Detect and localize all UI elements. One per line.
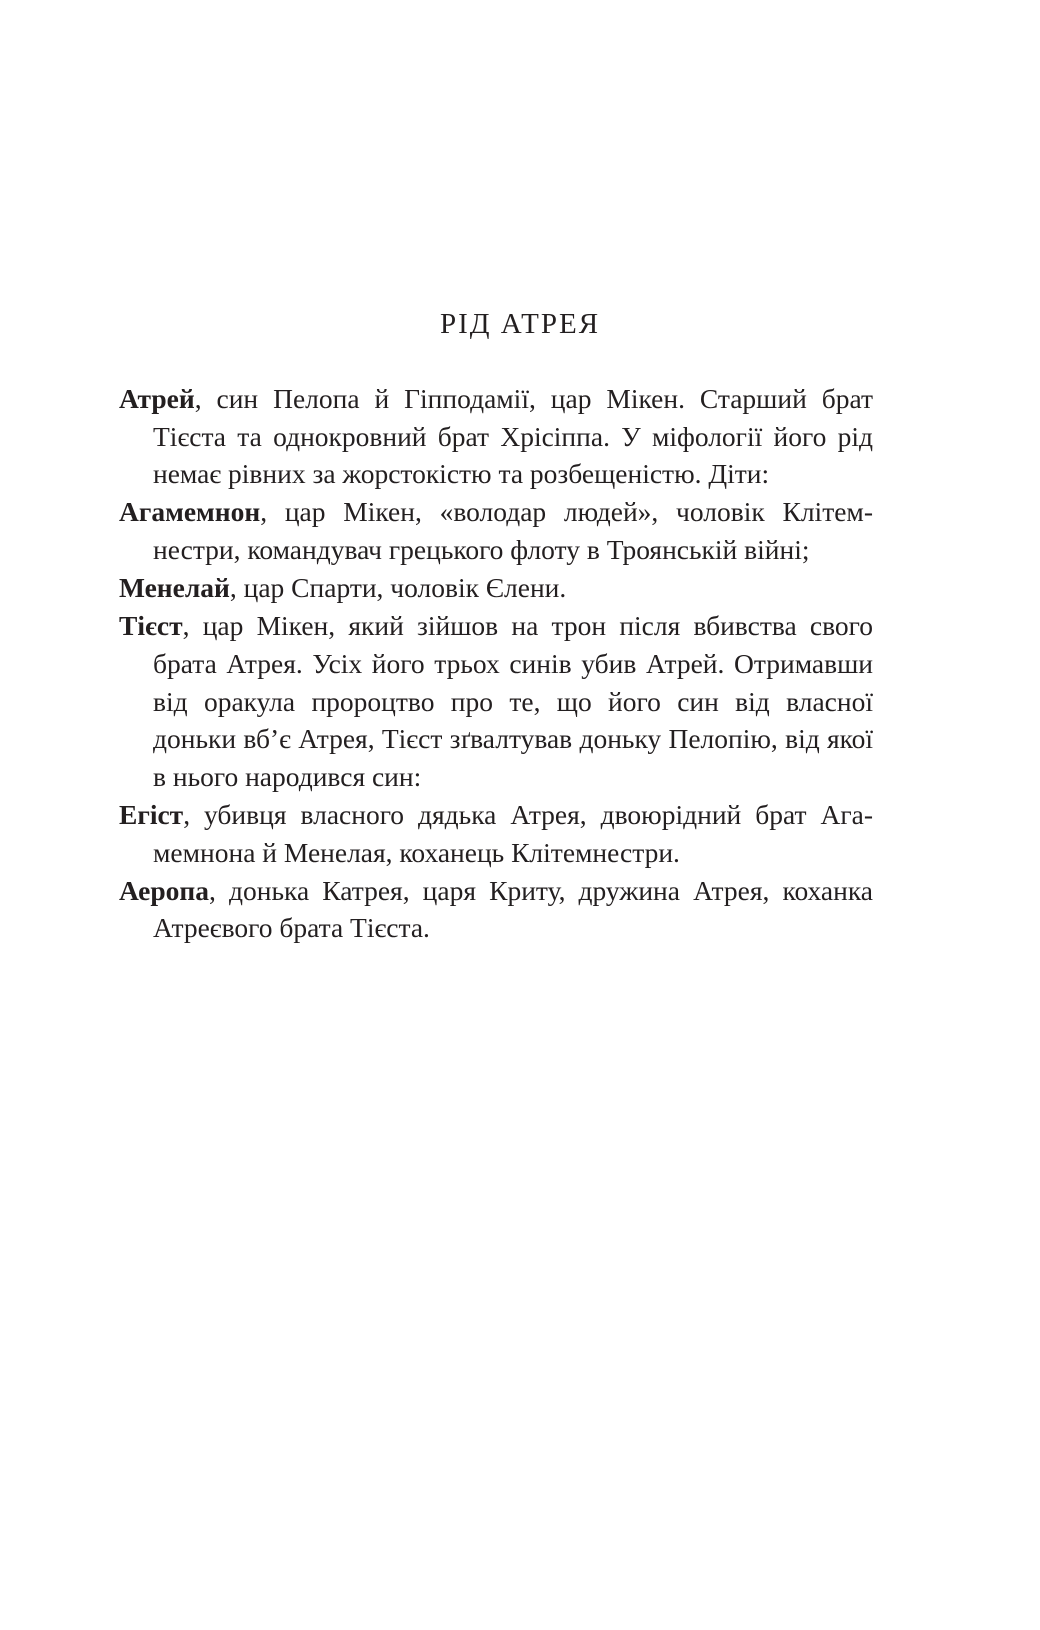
entry-agamemnon <box>119 493 873 568</box>
entry-thyestes <box>119 607 873 795</box>
entry-text: , цар Мікен, «володар людей», чоловік Клітемнестри, командувач грецького флоту в Троянській війні; <box>153 496 873 565</box>
entry-atreus <box>119 380 873 493</box>
entry-text: , донька Катрея, царя Криту, дружина Атрея, коханка Атреєвого брата Тієста. <box>153 874 873 944</box>
entry-name: Атрей <box>119 383 195 414</box>
entry-name: Менелай <box>119 572 230 604</box>
entry-text: , цар Мікен, який зійшов на трон після вбивства свого брата Атрея. Усіх його трьох синів убив Атрей. Отримавши від оракула пророцтво про те, що його син від власної доньки вб’є Атрея, Тієст зґвалтував доньку Пелопію, від якої в нього народився син: <box>153 610 873 792</box>
entry-name: Тієст <box>119 610 183 642</box>
entry-text: , убивця власного дядька Атрея, двоюрідний брат Агамемнона й Менелая, коханець Клітемнестри. <box>153 798 873 868</box>
entry-aerope <box>119 872 873 947</box>
entry-list <box>119 380 873 947</box>
entry-name: Агамемнон <box>119 496 261 528</box>
entry-aegisthus <box>119 796 873 871</box>
entry-text: , син Пелопа й Гіпподамії, цар Мікен. Старший брат Тієста та однокровний брат Хрісіппа. У міфології його рід немає рівних за жорстокістю та розбещеністю. Діти: <box>153 383 873 490</box>
entry-name: Егіст <box>119 798 184 830</box>
entry-name: Аеропа <box>119 874 210 906</box>
entry-text: , цар Спарти, чоловік Єлени. <box>229 572 567 604</box>
entry-menelaus <box>119 569 873 607</box>
page-title: РІД АТРЕЯ <box>439 308 601 340</box>
